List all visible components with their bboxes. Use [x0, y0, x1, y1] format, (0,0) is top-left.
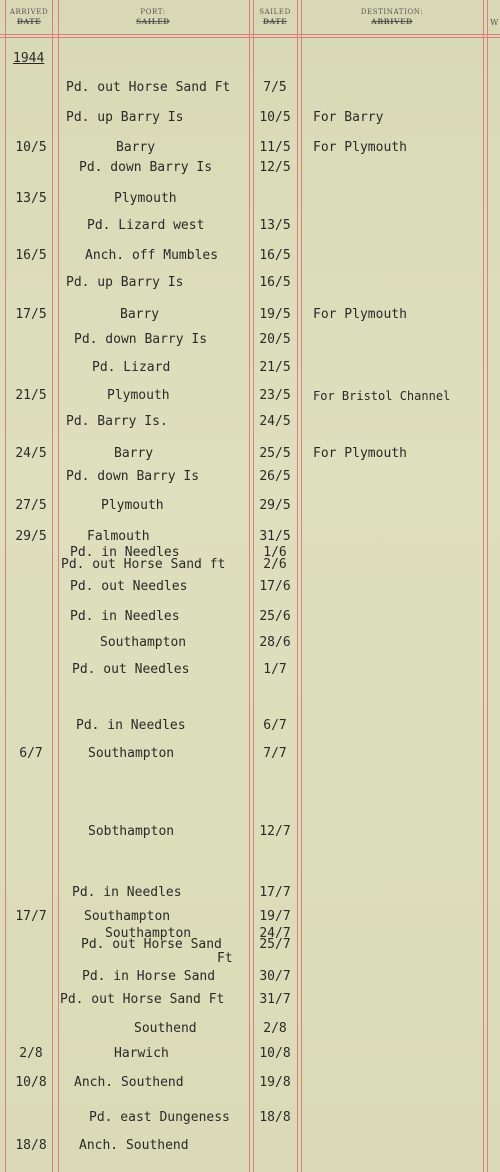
port-entry: Pd. out Horse Sand ft: [61, 557, 226, 572]
column-rule: [5, 0, 6, 1172]
port-entry: Barry: [116, 140, 156, 155]
sailed-date: 1/6: [263, 545, 287, 560]
sailed-date: 19/7: [259, 909, 291, 924]
sailed-date: 6/7: [263, 718, 287, 733]
sailed-date: 19/5: [259, 307, 291, 322]
sailed-date: 25/5: [259, 446, 291, 461]
sailed-date: 24/7: [259, 926, 291, 941]
port-entry: Pd. out Needles: [72, 662, 190, 677]
column-rule: [297, 0, 298, 1172]
port-entry: Pd. down Barry Is: [66, 469, 200, 484]
column-rule: [52, 0, 53, 1172]
sailed-date: 19/8: [259, 1075, 291, 1090]
sailed-date: 10/5: [259, 110, 291, 125]
sailed-date: 12/5: [259, 160, 291, 175]
sailed-date: 13/5: [259, 218, 291, 233]
destination-header: DESTINATION: ARRIVED: [360, 8, 424, 26]
port-entry: Southampton: [84, 909, 171, 924]
sailed-date: 2/6: [263, 557, 287, 572]
port-entry: Pd. Lizard west: [87, 218, 205, 233]
port-entry: Pd. out Horse Sand Ft: [66, 80, 231, 95]
arrived-date: 18/8: [15, 1138, 47, 1153]
port-entry: Southampton: [88, 746, 175, 761]
sailed-date: 12/7: [259, 824, 291, 839]
port-entry: Anch. Southend: [79, 1138, 189, 1153]
arrived-date: 17/7: [15, 909, 47, 924]
arrived-date: 6/7: [19, 746, 43, 761]
port-entry: Sobthampton: [88, 824, 175, 839]
port-entry: Pd. out Needles: [70, 579, 188, 594]
sailed-date: 1/7: [263, 662, 287, 677]
port-entry: Barry: [120, 307, 160, 322]
sailed-date: 30/7: [259, 969, 291, 984]
arrived-date: 10/5: [15, 140, 47, 155]
sailed-date: 10/8: [259, 1046, 291, 1061]
destination-entry: For Plymouth: [313, 140, 407, 155]
port-entry: Plymouth: [114, 191, 177, 206]
sailed-date: 31/5: [259, 529, 291, 544]
port-entry: Pd. out Horse Sand Ft: [60, 992, 225, 1007]
port-entry: Pd. up Barry Is: [66, 110, 184, 125]
sailed-header: SAILED DATE: [259, 8, 291, 26]
sailed-date: 18/8: [259, 1110, 291, 1125]
port-entry: Barry: [114, 446, 154, 461]
port-entry: Southampton: [100, 635, 187, 650]
port-entry: Pd. in Needles: [76, 718, 186, 733]
destination-entry: For Plymouth: [313, 446, 407, 461]
extra-header: W: [490, 18, 499, 27]
destination-entry: For Barry: [313, 110, 384, 125]
port-entry: Pd. Lizard: [92, 360, 171, 375]
sailed-date: 16/5: [259, 248, 291, 263]
sailed-date: 28/6: [259, 635, 291, 650]
port-entry: Falmouth: [87, 529, 150, 544]
port-entry: Anch. Southend: [74, 1075, 184, 1090]
port-entry: Ft: [217, 951, 233, 966]
sailed-date: 20/5: [259, 332, 291, 347]
sailed-date: 11/5: [259, 140, 291, 155]
sailed-date: 7/7: [263, 746, 287, 761]
port-entry: Pd. Barry Is.: [66, 414, 168, 429]
port-entry: Pd. down Barry Is: [74, 332, 208, 347]
arrived-date: 17/5: [15, 307, 47, 322]
sailed-date: 16/5: [259, 275, 291, 290]
port-header: PORT: SAILED: [136, 8, 170, 26]
sailed-date: 31/7: [259, 992, 291, 1007]
arrived-header: ARRIVED DATE: [9, 8, 49, 26]
port-entry: Pd. in Needles: [72, 885, 182, 900]
sailed-date: 29/5: [259, 498, 291, 513]
sailed-date: 7/5: [263, 80, 287, 95]
column-rule: [487, 0, 488, 1172]
sailed-date: 23/5: [259, 388, 291, 403]
sailed-date: 26/5: [259, 469, 291, 484]
port-entry: Pd. east Dungeness: [89, 1110, 230, 1125]
port-entry: Pd. in Horse Sand: [82, 969, 216, 984]
column-rule: [301, 0, 302, 1172]
port-entry: Southampton: [105, 926, 192, 941]
arrived-date: 2/8: [19, 1046, 43, 1061]
destination-entry: For Plymouth: [313, 307, 407, 322]
arrived-date: 21/5: [15, 388, 47, 403]
arrived-date: 29/5: [15, 529, 47, 544]
port-entry: Plymouth: [101, 498, 164, 513]
port-entry: Anch. off Mumbles: [85, 248, 219, 263]
header-rule: [0, 37, 500, 38]
arrived-date: 13/5: [15, 191, 47, 206]
arrived-date: 24/5: [15, 446, 47, 461]
sailed-date: 17/7: [259, 885, 291, 900]
port-entry: Pd. out Horse Sand: [81, 937, 222, 952]
column-rule: [58, 0, 59, 1172]
port-entry: Southend: [134, 1021, 197, 1036]
arrived-date: 10/8: [15, 1075, 47, 1090]
port-entry: Plymouth: [107, 388, 170, 403]
port-entry: Pd. up Barry Is: [66, 275, 184, 290]
sailed-date: 24/5: [259, 414, 291, 429]
port-entry: Harwich: [114, 1046, 169, 1061]
sailed-date: 25/7: [259, 937, 291, 952]
column-rule: [483, 0, 484, 1172]
year-label: 1944: [13, 51, 45, 66]
port-entry: Pd. in Needles: [70, 545, 180, 560]
sailed-date: 25/6: [259, 609, 291, 624]
sailed-date: 2/8: [263, 1021, 287, 1036]
header-rule: [0, 34, 500, 35]
column-rule: [249, 0, 250, 1172]
sailed-date: 17/6: [259, 579, 291, 594]
arrived-date: 16/5: [15, 248, 47, 263]
sailed-date: 21/5: [259, 360, 291, 375]
port-entry: Pd. in Needles: [70, 609, 180, 624]
port-entry: Pd. down Barry Is: [79, 160, 213, 175]
destination-entry: For Bristol Channel: [313, 389, 451, 403]
arrived-date: 27/5: [15, 498, 47, 513]
